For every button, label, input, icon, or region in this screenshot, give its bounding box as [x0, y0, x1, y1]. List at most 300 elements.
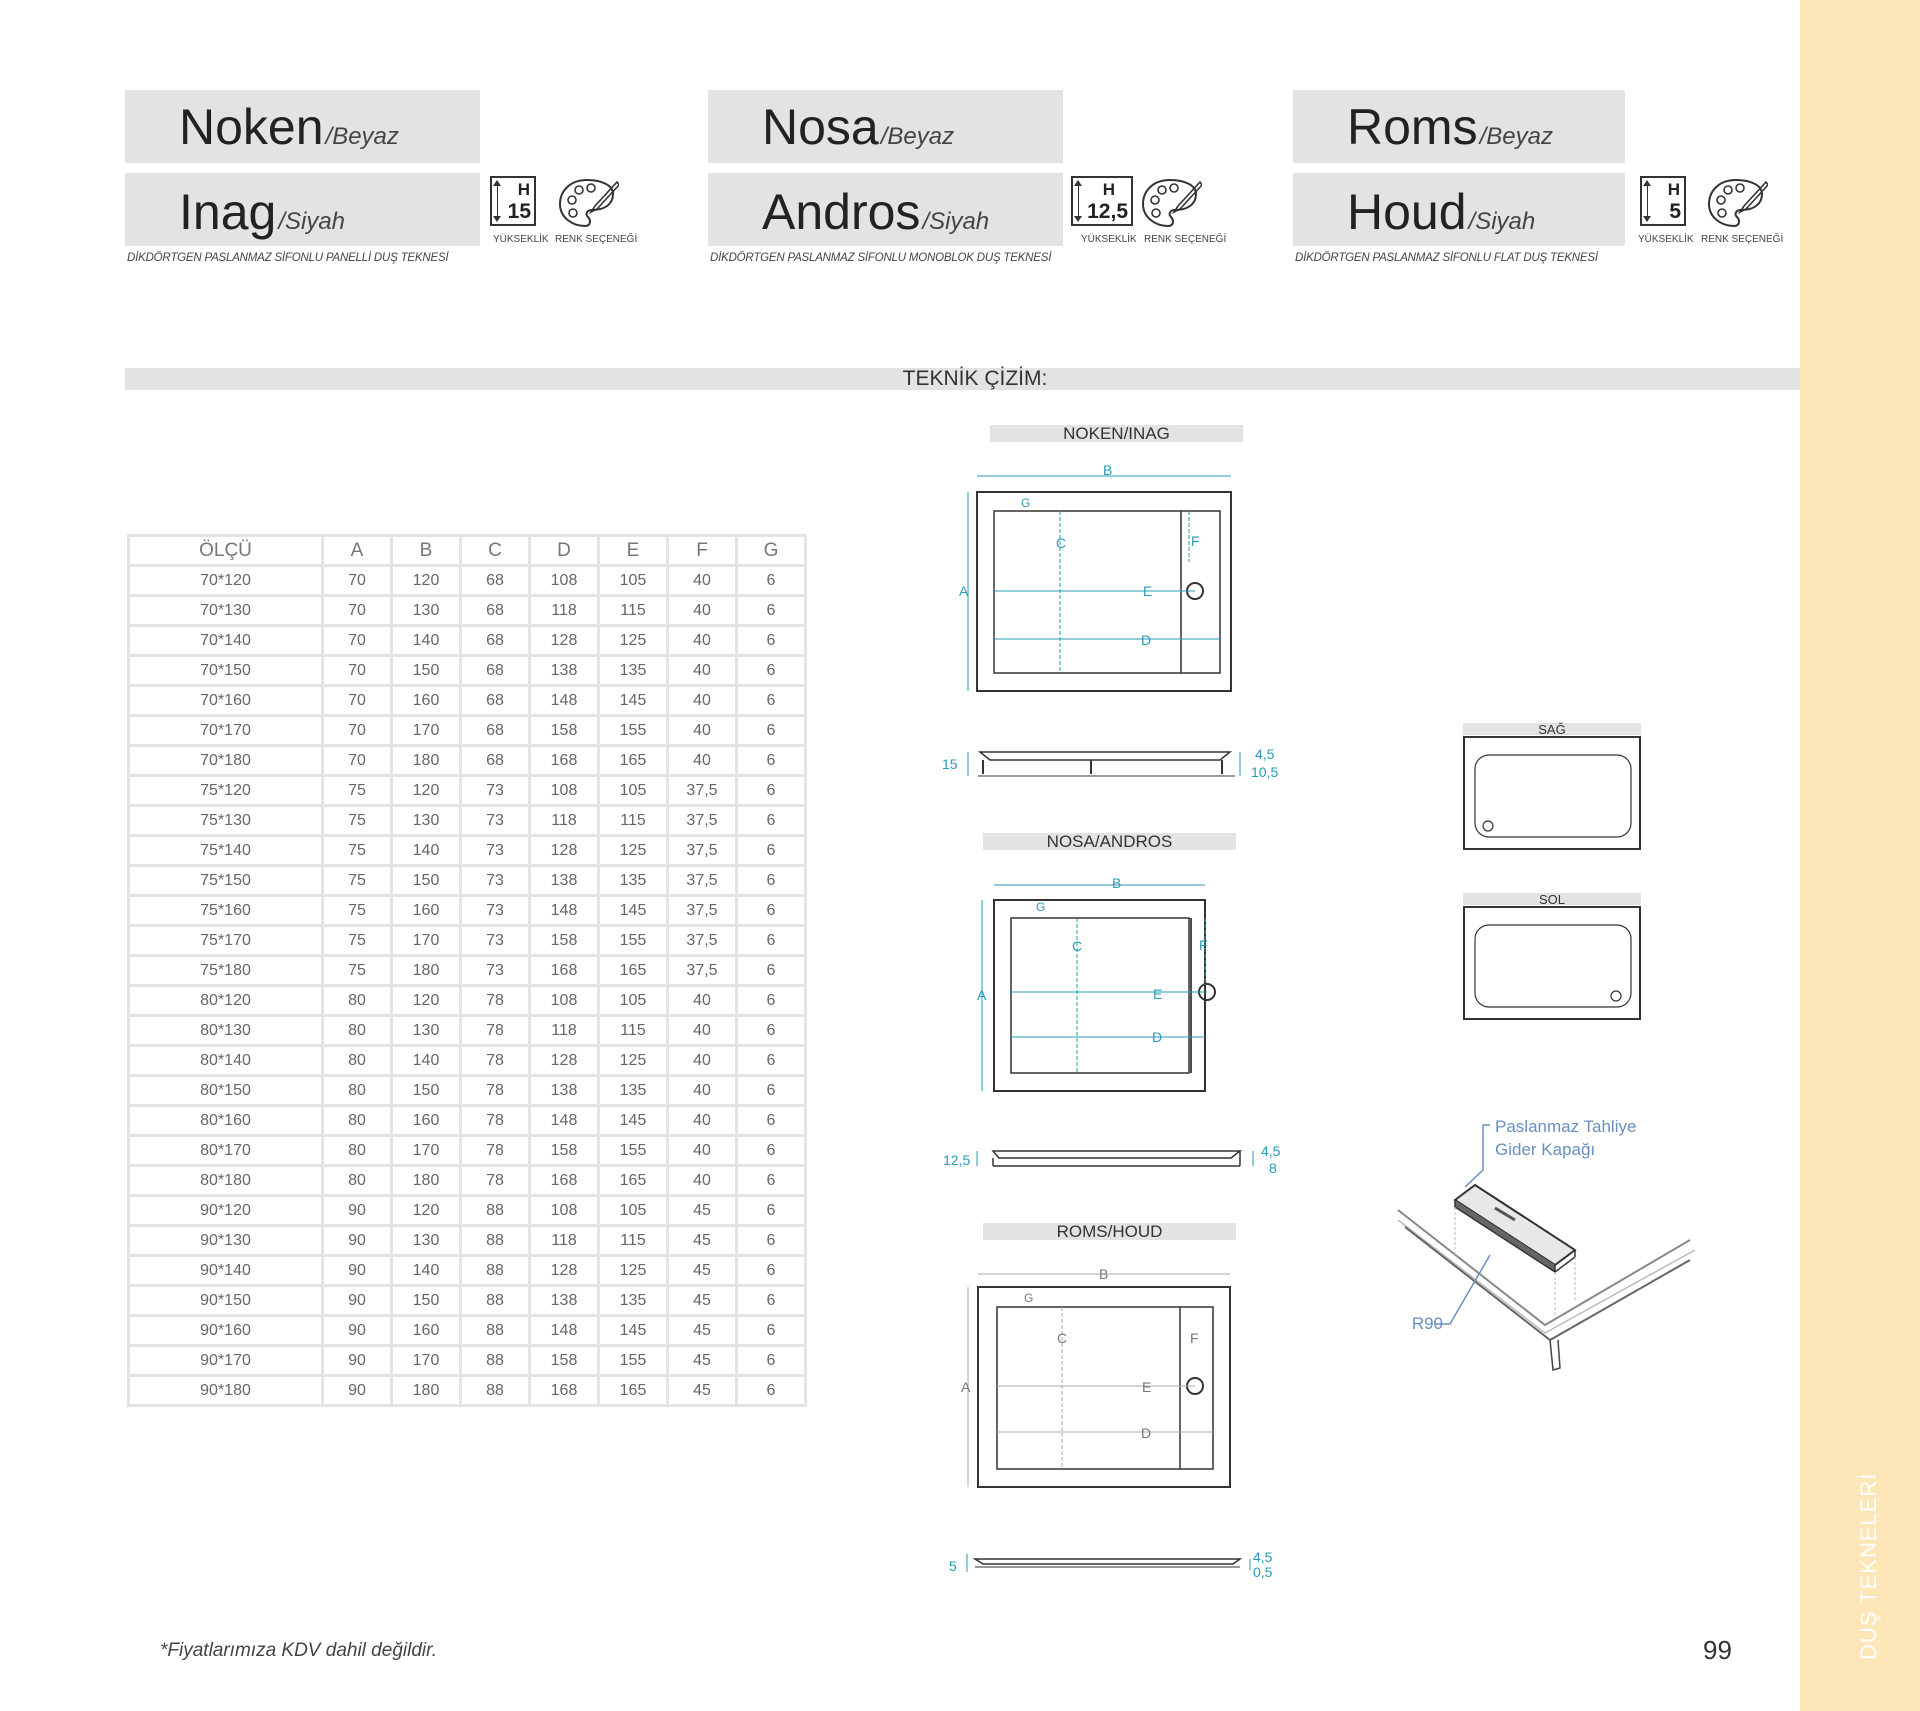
value-cell: 125 — [599, 626, 668, 656]
table-row — [129, 1316, 806, 1346]
value-cell: 80 — [323, 1016, 392, 1046]
value-cell: 40 — [668, 1136, 737, 1166]
palette-icon — [1706, 176, 1768, 230]
value-cell: 118 — [530, 806, 599, 836]
value-cell: 108 — [530, 566, 599, 596]
label-sag: SAĞ — [1463, 723, 1641, 735]
size-cell: 75*130 — [129, 806, 323, 836]
value-cell: 78 — [461, 1076, 530, 1106]
svg-text:C: C — [1057, 1330, 1068, 1346]
value-cell: 125 — [599, 836, 668, 866]
svg-text:15: 15 — [942, 756, 958, 772]
value-cell: 140 — [392, 1046, 461, 1076]
table-row — [129, 1196, 806, 1226]
size-cell: 80*180 — [129, 1166, 323, 1196]
size-cell: 80*160 — [129, 1106, 323, 1136]
height-icon: H 12,5 — [1071, 176, 1133, 226]
value-cell: 6 — [737, 1166, 806, 1196]
value-cell: 158 — [530, 1136, 599, 1166]
side-view-drawing-nosa-andros — [935, 1140, 1295, 1180]
height-icon: H 5 — [1640, 176, 1686, 226]
value-cell: 158 — [530, 926, 599, 956]
value-cell: 78 — [461, 1166, 530, 1196]
height-icon: H 15 — [490, 176, 536, 226]
size-cell: 70*180 — [129, 746, 323, 776]
value-cell: 168 — [530, 746, 599, 776]
value-cell: 37,5 — [668, 956, 737, 986]
value-cell: 6 — [737, 956, 806, 986]
value-cell: 180 — [392, 746, 461, 776]
value-cell: 6 — [737, 656, 806, 686]
value-cell: 6 — [737, 866, 806, 896]
value-cell: 115 — [599, 806, 668, 836]
size-cell: 90*170 — [129, 1346, 323, 1376]
value-cell: 155 — [599, 926, 668, 956]
value-cell: 138 — [530, 656, 599, 686]
table-row — [129, 746, 806, 776]
value-cell: 6 — [737, 1196, 806, 1226]
size-cell: 90*160 — [129, 1316, 323, 1346]
value-cell: 70 — [323, 566, 392, 596]
value-cell: 75 — [323, 956, 392, 986]
value-cell: 165 — [599, 1166, 668, 1196]
table-row — [129, 566, 806, 596]
value-cell: 40 — [668, 716, 737, 746]
value-cell: 45 — [668, 1346, 737, 1376]
value-cell: 45 — [668, 1226, 737, 1256]
name-bar-top — [708, 90, 1063, 163]
value-cell: 6 — [737, 1046, 806, 1076]
size-cell: 80*150 — [129, 1076, 323, 1106]
side-view-drawing-roms-houd — [935, 1540, 1295, 1585]
table-row — [129, 1166, 806, 1196]
value-cell: 40 — [668, 986, 737, 1016]
table-row — [129, 806, 806, 836]
svg-text:5: 5 — [949, 1558, 957, 1574]
palette-icon — [1140, 176, 1202, 230]
product-description: DİKDÖRTGEN PASLANMAZ SİFONLU PANELLİ DUŞ TEKNESİ — [127, 252, 449, 264]
product-name-2: Inag/Siyah — [179, 184, 346, 240]
table-row — [129, 986, 806, 1016]
table-row — [129, 1136, 806, 1166]
detail-label-r90: R90 — [1411, 1314, 1443, 1333]
size-cell: 90*130 — [129, 1226, 323, 1256]
name-bar-bottom — [1293, 173, 1625, 246]
table-header-row — [129, 536, 806, 566]
drawing-title-noken-inag: NOKEN/INAG — [990, 425, 1243, 442]
table-row — [129, 776, 806, 806]
value-cell: 40 — [668, 686, 737, 716]
product-nosa-andros — [708, 90, 1227, 290]
value-cell: 68 — [461, 656, 530, 686]
dimension-table — [127, 534, 807, 1407]
value-cell: 180 — [392, 1166, 461, 1196]
value-cell: 120 — [392, 776, 461, 806]
value-cell: 128 — [530, 1256, 599, 1286]
palette-icon — [557, 176, 619, 230]
column-header: E — [599, 536, 668, 566]
value-cell: 70 — [323, 626, 392, 656]
value-cell: 170 — [392, 716, 461, 746]
value-cell: 155 — [599, 1346, 668, 1376]
value-cell: 138 — [530, 1076, 599, 1106]
size-cell: 80*170 — [129, 1136, 323, 1166]
value-cell: 115 — [599, 1016, 668, 1046]
detail-label-2: Gider Kapağı — [1495, 1140, 1596, 1159]
value-cell: 160 — [392, 896, 461, 926]
column-header: A — [323, 536, 392, 566]
value-cell: 40 — [668, 626, 737, 656]
value-cell: 135 — [599, 866, 668, 896]
svg-text:F: F — [1191, 533, 1200, 549]
svg-text:12,5: 12,5 — [943, 1152, 971, 1168]
label-sol: SOL — [1463, 893, 1641, 905]
size-cell: 70*160 — [129, 686, 323, 716]
table-row — [129, 1076, 806, 1106]
value-cell: 135 — [599, 1076, 668, 1106]
size-cell: 90*140 — [129, 1256, 323, 1286]
value-cell: 90 — [323, 1256, 392, 1286]
column-header: B — [392, 536, 461, 566]
table-row — [129, 1106, 806, 1136]
value-cell: 138 — [530, 866, 599, 896]
value-cell: 6 — [737, 716, 806, 746]
value-cell: 170 — [392, 1136, 461, 1166]
value-cell: 40 — [668, 1106, 737, 1136]
svg-text:C: C — [1072, 938, 1083, 954]
svg-text:C: C — [1056, 535, 1067, 551]
table-row — [129, 1256, 806, 1286]
value-cell: 40 — [668, 1166, 737, 1196]
value-cell: 73 — [461, 866, 530, 896]
svg-text:B: B — [1112, 875, 1122, 891]
size-cell: 90*120 — [129, 1196, 323, 1226]
value-cell: 78 — [461, 986, 530, 1016]
value-cell: 145 — [599, 896, 668, 926]
table-row — [129, 1286, 806, 1316]
table-row — [129, 1016, 806, 1046]
dim-label: B — [1103, 462, 1113, 478]
svg-text:G: G — [1024, 1291, 1034, 1305]
value-cell: 40 — [668, 1046, 737, 1076]
value-cell: 105 — [599, 986, 668, 1016]
color-icon-label: RENK SEÇENEĞİ — [555, 234, 638, 245]
product-name-1: Noken/Beyaz — [179, 99, 399, 155]
svg-text:D: D — [1152, 1029, 1163, 1045]
value-cell: 45 — [668, 1376, 737, 1406]
table-row — [129, 656, 806, 686]
value-cell: 70 — [323, 656, 392, 686]
svg-text:A: A — [959, 583, 969, 599]
value-cell: 150 — [392, 866, 461, 896]
value-cell: 78 — [461, 1016, 530, 1046]
product-description: DİKDÖRTGEN PASLANMAZ SİFONLU MONOBLOK DUŞ TEKNESİ — [710, 252, 1052, 264]
svg-text:F: F — [1199, 937, 1208, 953]
value-cell: 90 — [323, 1196, 392, 1226]
value-cell: 40 — [668, 596, 737, 626]
value-cell: 165 — [599, 1376, 668, 1406]
svg-text:F: F — [1190, 1330, 1199, 1346]
value-cell: 6 — [737, 1076, 806, 1106]
side-view-drawing-noken-inag — [935, 740, 1295, 785]
product-name-2: Houd/Siyah — [1347, 184, 1536, 240]
value-cell: 90 — [323, 1316, 392, 1346]
sol-orientation-drawing — [1460, 905, 1646, 1021]
value-cell: 68 — [461, 746, 530, 776]
size-cell: 80*120 — [129, 986, 323, 1016]
value-cell: 108 — [530, 1196, 599, 1226]
value-cell: 155 — [599, 1136, 668, 1166]
value-cell: 105 — [599, 1196, 668, 1226]
size-cell: 90*180 — [129, 1376, 323, 1406]
value-cell: 105 — [599, 566, 668, 596]
value-cell: 75 — [323, 776, 392, 806]
value-cell: 160 — [392, 686, 461, 716]
value-cell: 88 — [461, 1376, 530, 1406]
svg-text:E: E — [1142, 1379, 1152, 1395]
table-row — [129, 1226, 806, 1256]
value-cell: 170 — [392, 1346, 461, 1376]
product-name-2: Andros/Siyah — [762, 184, 990, 240]
value-cell: 88 — [461, 1316, 530, 1346]
value-cell: 75 — [323, 896, 392, 926]
value-cell: 118 — [530, 1016, 599, 1046]
value-cell: 68 — [461, 566, 530, 596]
value-cell: 6 — [737, 596, 806, 626]
name-bar-bottom — [125, 173, 480, 246]
value-cell: 180 — [392, 1376, 461, 1406]
column-header: D — [530, 536, 599, 566]
page-number: 99 — [1703, 1635, 1732, 1665]
value-cell: 148 — [530, 1316, 599, 1346]
value-cell: 90 — [323, 1226, 392, 1256]
table-row — [129, 686, 806, 716]
value-cell: 125 — [599, 1046, 668, 1076]
value-cell: 37,5 — [668, 896, 737, 926]
value-cell: 78 — [461, 1046, 530, 1076]
value-cell: 40 — [668, 1016, 737, 1046]
value-cell: 6 — [737, 1016, 806, 1046]
value-cell: 6 — [737, 626, 806, 656]
size-cell: 75*180 — [129, 956, 323, 986]
value-cell: 128 — [530, 1046, 599, 1076]
value-cell: 158 — [530, 1346, 599, 1376]
table-row — [129, 1046, 806, 1076]
column-header: C — [461, 536, 530, 566]
value-cell: 45 — [668, 1286, 737, 1316]
value-cell: 78 — [461, 1136, 530, 1166]
table-row — [129, 1346, 806, 1376]
svg-text:B: B — [1099, 1266, 1109, 1282]
value-cell: 140 — [392, 1256, 461, 1286]
value-cell: 78 — [461, 1106, 530, 1136]
value-cell: 158 — [530, 716, 599, 746]
value-cell: 45 — [668, 1316, 737, 1346]
value-cell: 70 — [323, 716, 392, 746]
drawing-title-roms-houd: ROMS/HOUD — [983, 1223, 1236, 1240]
table-row — [129, 626, 806, 656]
value-cell: 68 — [461, 716, 530, 746]
value-cell: 70 — [323, 596, 392, 626]
table-row — [129, 716, 806, 746]
value-cell: 75 — [323, 836, 392, 866]
value-cell: 45 — [668, 1196, 737, 1226]
value-cell: 170 — [392, 926, 461, 956]
value-cell: 68 — [461, 596, 530, 626]
value-cell: 150 — [392, 1286, 461, 1316]
value-cell: 128 — [530, 626, 599, 656]
side-band — [1800, 0, 1920, 1711]
value-cell: 165 — [599, 746, 668, 776]
table-row — [129, 866, 806, 896]
value-cell: 37,5 — [668, 806, 737, 836]
svg-text:10,5: 10,5 — [1251, 764, 1279, 780]
value-cell: 80 — [323, 1076, 392, 1106]
size-cell: 70*140 — [129, 626, 323, 656]
drain-cover-detail-drawing — [1395, 1115, 1700, 1375]
table-row — [129, 1376, 806, 1406]
value-cell: 140 — [392, 626, 461, 656]
value-cell: 155 — [599, 716, 668, 746]
name-bar-top — [1293, 90, 1625, 163]
value-cell: 6 — [737, 1376, 806, 1406]
value-cell: 138 — [530, 1286, 599, 1316]
size-cell: 70*130 — [129, 596, 323, 626]
top-view-drawing-nosa-andros — [965, 870, 1255, 1100]
value-cell: 88 — [461, 1196, 530, 1226]
value-cell: 88 — [461, 1256, 530, 1286]
value-cell: 6 — [737, 1106, 806, 1136]
value-cell: 120 — [392, 986, 461, 1016]
value-cell: 37,5 — [668, 836, 737, 866]
value-cell: 68 — [461, 626, 530, 656]
value-cell: 130 — [392, 596, 461, 626]
value-cell: 145 — [599, 1316, 668, 1346]
svg-text:E: E — [1153, 986, 1163, 1002]
value-cell: 118 — [530, 1226, 599, 1256]
svg-text:E: E — [1143, 583, 1153, 599]
value-cell: 148 — [530, 1106, 599, 1136]
value-cell: 40 — [668, 746, 737, 776]
name-bar-bottom — [708, 173, 1063, 246]
value-cell: 88 — [461, 1346, 530, 1376]
value-cell: 6 — [737, 1136, 806, 1166]
value-cell: 160 — [392, 1316, 461, 1346]
section-title: TEKNİK ÇİZİM: — [902, 367, 1048, 390]
value-cell: 40 — [668, 566, 737, 596]
value-cell: 68 — [461, 686, 530, 716]
size-cell: 75*120 — [129, 776, 323, 806]
value-cell: 6 — [737, 776, 806, 806]
svg-text:A: A — [977, 987, 987, 1003]
product-name-1: Roms/Beyaz — [1347, 99, 1553, 155]
value-cell: 120 — [392, 1196, 461, 1226]
value-cell: 73 — [461, 836, 530, 866]
value-cell: 73 — [461, 926, 530, 956]
value-cell: 135 — [599, 656, 668, 686]
svg-text:0,5: 0,5 — [1253, 1564, 1273, 1580]
value-cell: 88 — [461, 1226, 530, 1256]
footnote: *Fiyatlarımıza KDV dahil değildir. — [160, 1640, 438, 1661]
value-cell: 6 — [737, 1286, 806, 1316]
value-cell: 90 — [323, 1346, 392, 1376]
value-cell: 37,5 — [668, 776, 737, 806]
value-cell: 115 — [599, 596, 668, 626]
product-noken-inag — [125, 90, 638, 290]
svg-text:G: G — [1036, 900, 1046, 914]
svg-text:8: 8 — [1269, 1160, 1277, 1176]
top-view-drawing-roms-houd — [950, 1262, 1280, 1492]
size-cell: 70*150 — [129, 656, 323, 686]
column-header: ÖLÇÜ — [129, 536, 323, 566]
value-cell: 75 — [323, 866, 392, 896]
value-cell: 40 — [668, 1076, 737, 1106]
size-cell: 75*150 — [129, 866, 323, 896]
side-label: DUŞ TEKNELERİ — [1856, 1472, 1881, 1660]
value-cell: 40 — [668, 656, 737, 686]
size-cell: 70*120 — [129, 566, 323, 596]
value-cell: 73 — [461, 896, 530, 926]
value-cell: 168 — [530, 1166, 599, 1196]
column-header: F — [668, 536, 737, 566]
value-cell: 6 — [737, 1316, 806, 1346]
value-cell: 108 — [530, 986, 599, 1016]
value-cell: 140 — [392, 836, 461, 866]
value-cell: 130 — [392, 1016, 461, 1046]
height-icon-label: YÜKSEKLİK — [493, 234, 549, 245]
svg-text:4,5: 4,5 — [1255, 746, 1275, 762]
column-header: G — [737, 536, 806, 566]
svg-text:D: D — [1141, 632, 1152, 648]
name-bar-top — [125, 90, 480, 163]
size-cell: 80*130 — [129, 1016, 323, 1046]
value-cell: 148 — [530, 686, 599, 716]
value-cell: 6 — [737, 1226, 806, 1256]
table-row — [129, 956, 806, 986]
value-cell: 75 — [323, 926, 392, 956]
value-cell: 6 — [737, 986, 806, 1016]
value-cell: 148 — [530, 896, 599, 926]
value-cell: 120 — [392, 566, 461, 596]
table-row — [129, 836, 806, 866]
value-cell: 6 — [737, 836, 806, 866]
value-cell: 6 — [737, 806, 806, 836]
value-cell: 75 — [323, 806, 392, 836]
value-cell: 128 — [530, 836, 599, 866]
value-cell: 6 — [737, 1256, 806, 1286]
value-cell: 73 — [461, 956, 530, 986]
value-cell: 145 — [599, 686, 668, 716]
value-cell: 80 — [323, 1166, 392, 1196]
height-icon-label: YÜKSEKLİK — [1081, 234, 1137, 245]
product-description: DİKDÖRTGEN PASLANMAZ SİFONLU FLAT DUŞ TEKNESİ — [1295, 252, 1598, 264]
svg-text:A: A — [961, 1379, 971, 1395]
svg-text:D: D — [1141, 1425, 1152, 1441]
value-cell: 80 — [323, 1136, 392, 1166]
value-cell: 6 — [737, 686, 806, 716]
top-view-drawing-noken-inag — [950, 460, 1300, 700]
value-cell: 6 — [737, 1346, 806, 1376]
size-cell: 75*170 — [129, 926, 323, 956]
value-cell: 135 — [599, 1286, 668, 1316]
value-cell: 150 — [392, 1076, 461, 1106]
color-icon-label: RENK SEÇENEĞİ — [1144, 234, 1227, 245]
table-row — [129, 596, 806, 626]
size-cell: 75*160 — [129, 896, 323, 926]
value-cell: 70 — [323, 746, 392, 776]
value-cell: 145 — [599, 1106, 668, 1136]
value-cell: 118 — [530, 596, 599, 626]
